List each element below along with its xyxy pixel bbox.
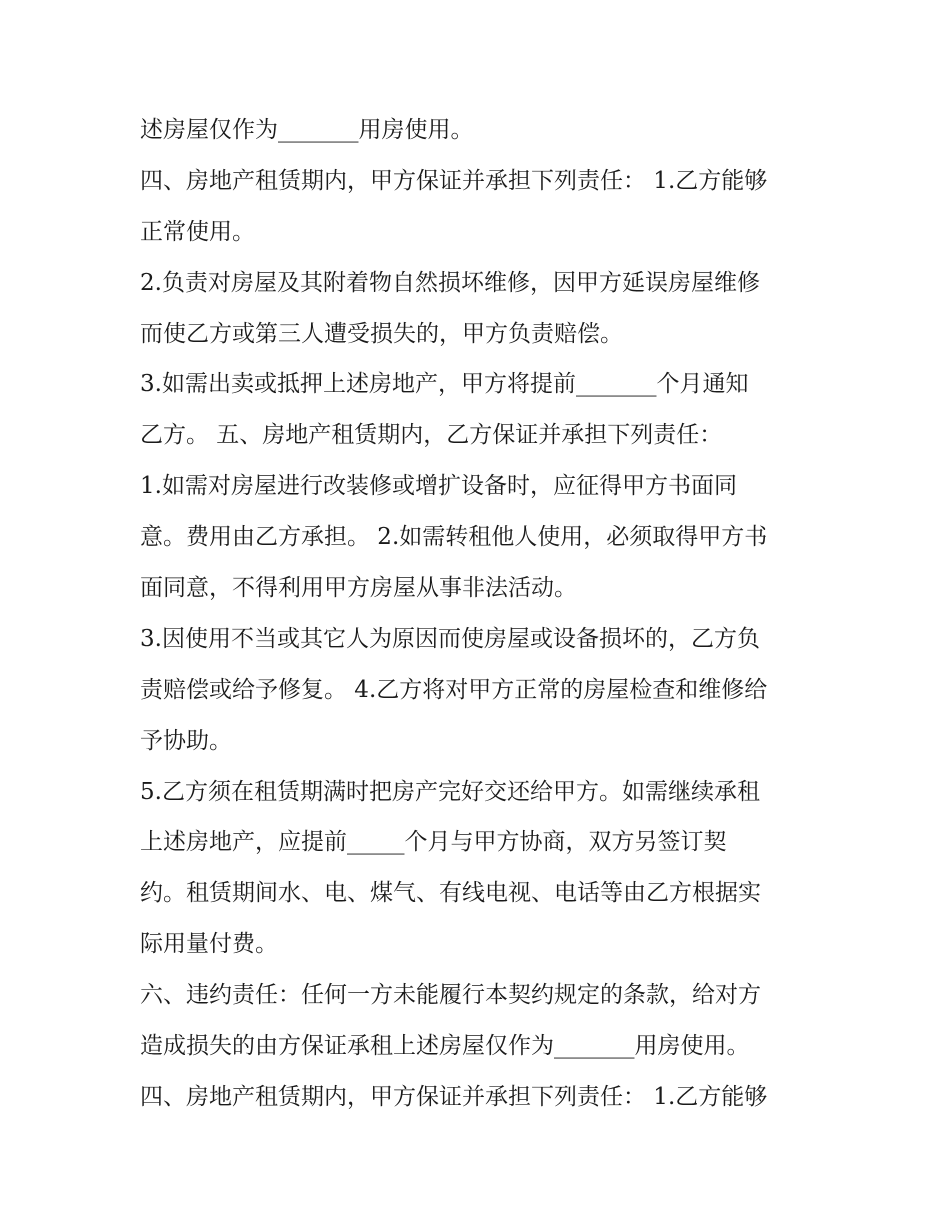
- text-line: 上述房地产，应提前_____个月与甲方协商，双方另签订契: [140, 829, 727, 856]
- text-line: 责赔偿或给予修复。 4.乙方将对甲方正常的房屋检查和维修给: [140, 676, 768, 703]
- text-line: 面同意，不得利用甲方房屋从事非法活动。: [140, 575, 577, 602]
- contract-body-text: [140, 105, 820, 1123]
- text-line: 际用量付费。: [140, 931, 278, 958]
- text-line: 而使乙方或第三人遭受损失的，甲方负责赔偿。: [140, 320, 623, 347]
- text-line: 3.如需出卖或抵押上述房地产，甲方将提前_______个月通知: [140, 371, 749, 398]
- text-line: 2.负责对房屋及其附着物自然损坏维修，因甲方延误房屋维修: [140, 269, 760, 296]
- text-line: 1.如需对房屋进行改装修或增扩设备时，应征得甲方书面同: [140, 473, 737, 500]
- text-line: 意。费用由乙方承担。 2.如需转租他人使用，必须取得甲方书: [140, 524, 768, 551]
- text-line: 述房屋仅作为_______用房使用。: [140, 117, 474, 143]
- text-line: 四、房地产租赁期内，甲方保证并承担下列责任： 1.乙方能够: [140, 1083, 768, 1110]
- text-line: 予协助。: [140, 727, 232, 754]
- text-line: 约。租赁期间水、电、煤气、有线电视、电话等由乙方根据实: [140, 880, 761, 907]
- text-line: 3.因使用不当或其它人为原因而使房屋或设备损坏的，乙方负: [140, 625, 760, 652]
- text-line: 造成损失的由方保证承租上述房屋仅作为_______用房使用。: [140, 1033, 750, 1060]
- text-line: 四、房地产租赁期内，甲方保证并承担下列责任： 1.乙方能够: [140, 167, 768, 194]
- text-line: 5.乙方须在租赁期满时把房产完好交还给甲方。如需继续承租: [140, 778, 760, 805]
- text-line: 正常使用。: [140, 218, 255, 245]
- text-line: 六、违约责任：任何一方未能履行本契约规定的条款，给对方: [140, 982, 761, 1009]
- text-line: 乙方。 五、房地产租赁期内，乙方保证并承担下列责任：: [140, 422, 723, 449]
